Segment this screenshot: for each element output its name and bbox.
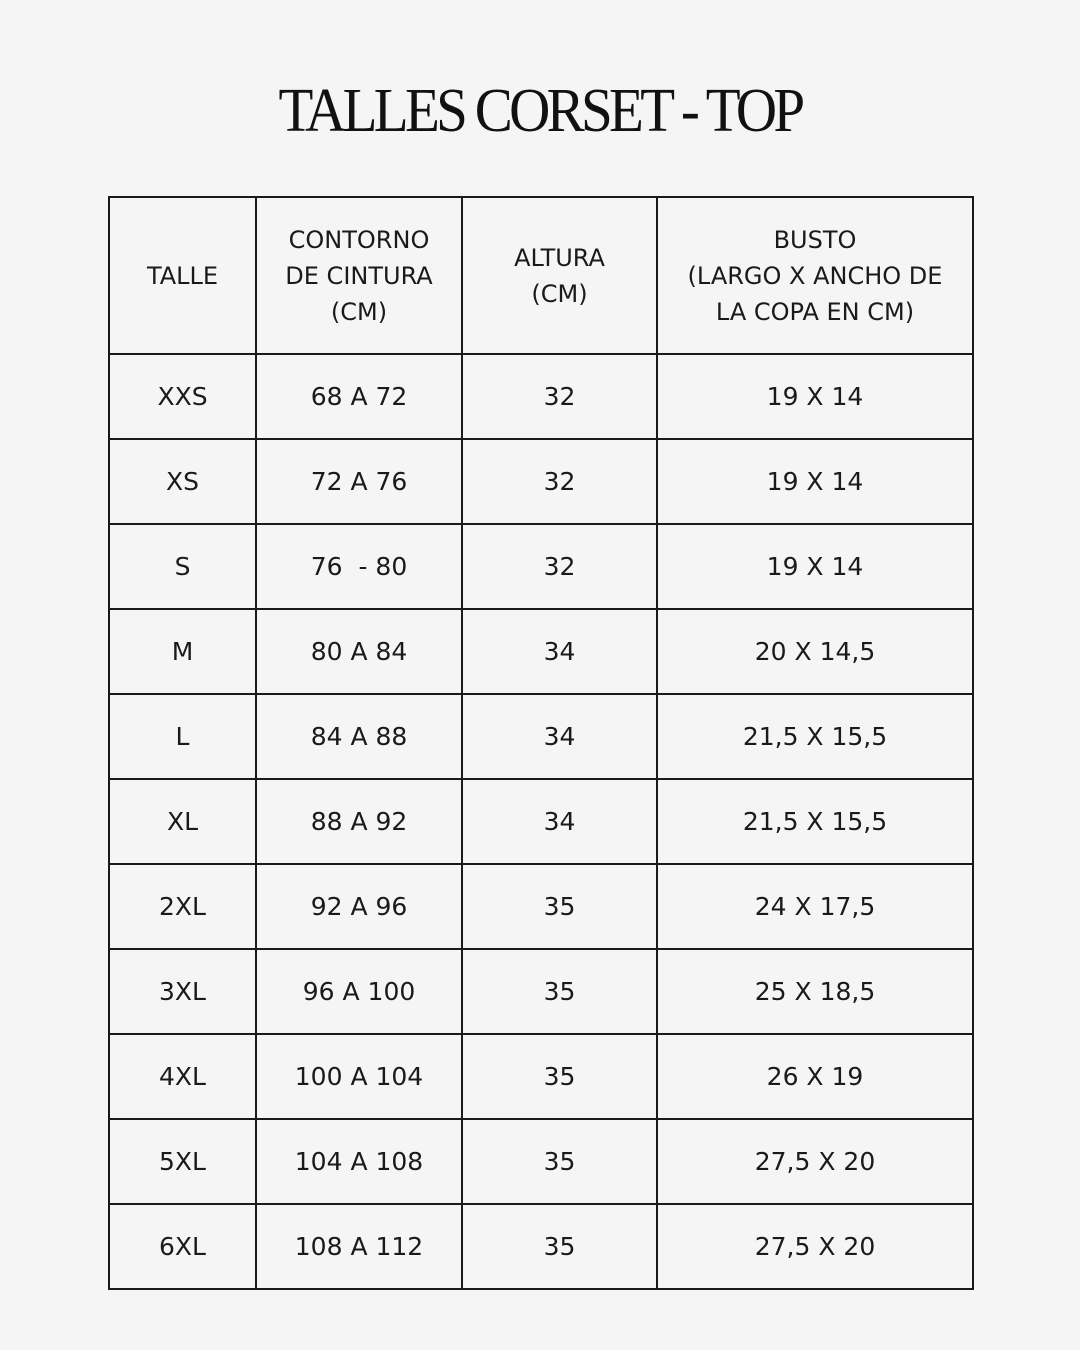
page-title: TALLES CORSET - TOP [278,77,802,145]
cell-busto: 21,5 X 15,5 [657,779,973,864]
header-row [109,197,973,354]
cell-talle: 5XL [109,1119,256,1204]
table-row [109,609,973,694]
cell-talle: L [109,694,256,779]
table-header [109,197,973,354]
cell-busto: 21,5 X 15,5 [657,694,973,779]
cell-busto: 24 X 17,5 [657,864,973,949]
table-row [109,1204,973,1289]
cell-contorno: 68 A 72 [256,354,462,439]
cell-altura: 34 [462,779,657,864]
table-row [109,694,973,779]
cell-talle: M [109,609,256,694]
cell-contorno: 108 A 112 [256,1204,462,1289]
cell-talle: XXS [109,354,256,439]
cell-altura: 32 [462,524,657,609]
cell-busto: 20 X 14,5 [657,609,973,694]
cell-altura: 35 [462,1034,657,1119]
cell-talle: XL [109,779,256,864]
cell-talle: 3XL [109,949,256,1034]
header-altura: ALTURA (CM) [462,197,657,354]
table-row [109,949,973,1034]
cell-altura: 35 [462,1119,657,1204]
cell-contorno: 76 - 80 [256,524,462,609]
cell-contorno: 84 A 88 [256,694,462,779]
header-talle: TALLE [109,197,256,354]
cell-busto: 19 X 14 [657,439,973,524]
table-row [109,1034,973,1119]
cell-talle: 4XL [109,1034,256,1119]
cell-talle: XS [109,439,256,524]
table-body [109,354,973,1289]
table-row [109,864,973,949]
cell-contorno: 96 A 100 [256,949,462,1034]
cell-contorno: 104 A 108 [256,1119,462,1204]
header-contorno-cintura: CONTORNO DE CINTURA (CM) [256,197,462,354]
table-row [109,779,973,864]
cell-contorno: 100 A 104 [256,1034,462,1119]
cell-contorno: 80 A 84 [256,609,462,694]
table-row [109,1119,973,1204]
cell-altura: 32 [462,439,657,524]
cell-contorno: 92 A 96 [256,864,462,949]
cell-busto: 19 X 14 [657,524,973,609]
cell-altura: 35 [462,1204,657,1289]
cell-altura: 35 [462,949,657,1034]
cell-altura: 35 [462,864,657,949]
cell-busto: 26 X 19 [657,1034,973,1119]
cell-talle: 6XL [109,1204,256,1289]
cell-busto: 25 X 18,5 [657,949,973,1034]
table-row [109,524,973,609]
cell-contorno: 72 A 76 [256,439,462,524]
cell-altura: 34 [462,694,657,779]
cell-talle: S [109,524,256,609]
cell-busto: 19 X 14 [657,354,973,439]
cell-altura: 32 [462,354,657,439]
cell-busto: 27,5 X 20 [657,1204,973,1289]
table-row [109,354,973,439]
size-chart-table [108,196,974,1290]
cell-busto: 27,5 X 20 [657,1119,973,1204]
header-busto: BUSTO (LARGO X ANCHO DE LA COPA EN CM) [657,197,973,354]
cell-altura: 34 [462,609,657,694]
table-row [109,439,973,524]
cell-talle: 2XL [109,864,256,949]
cell-contorno: 88 A 92 [256,779,462,864]
